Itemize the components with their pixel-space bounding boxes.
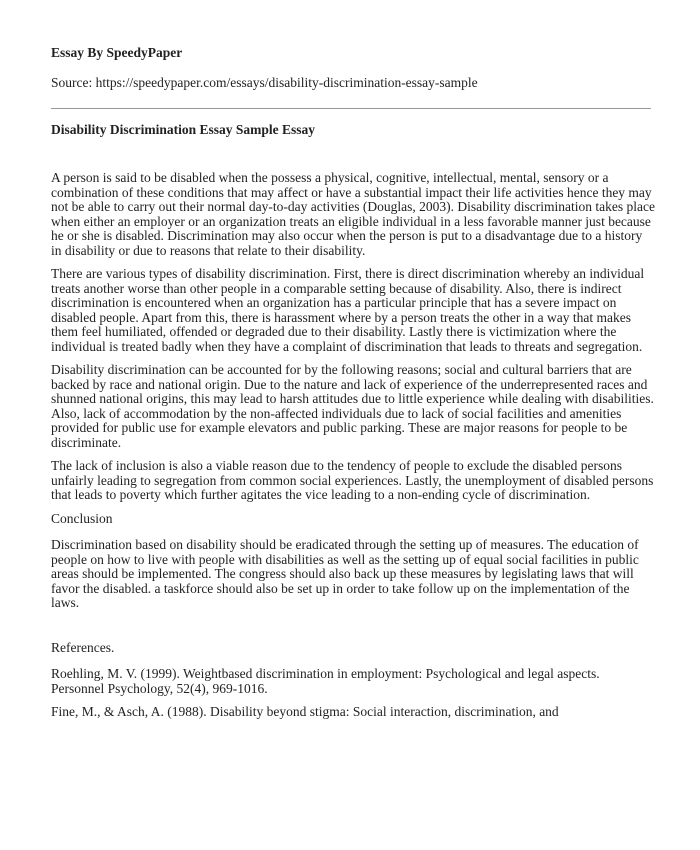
essay-paragraph-4: The lack of inclusion is also a viable reason due to the tendency of people to exclude the disabled persons unfairly leading to segregation from common social experiences. Lastly, the unemployment of disabled persons that leads to poverty which further agitates the vice leading to a non-ending cycle of discrimination. <box>51 458 654 502</box>
document-header-title: Essay By SpeedyPaper <box>51 45 183 60</box>
conclusion-heading: Conclusion <box>51 510 113 526</box>
conclusion-paragraph: Discrimination based on disability should be eradicated through the setting up of measures. The education of people on how to live with people with disabilities as well as the setting up of equal social facilities in public areas should be implemented. The congress should also back up these measures by legislating laws that will favor the disabled. a taskforce should also be set up in order to take follow up on the implementation of the laws. <box>51 537 639 610</box>
essay-paragraph-1: A person is said to be disabled when the possess a physical, cognitive, intellectual, mental, sensory or a combination of these conditions that may affect or have a substantial impact their life activities hence they may not be able to carry out their normal day-to-day activities (Douglas, 2003). Disability discrimination takes place when either an employer or an organization treats an eligible individual in a less favorable manner just because he or she is disabled. Discrimination may also occur when the person is put to a disadvantage due to a history in disability or due to reasons that relate to their disability. <box>51 170 655 258</box>
essay-body <box>51 171 655 729</box>
essay-paragraph-3: Disability discrimination can be accounted for by the following reasons; social and cultural barriers that are backed by race and national origin. Due to the nature and lack of experience of the underrepresented races and shunned national origins, this may lead to harsh attitudes due to little experience while dealing with disabilities. Also, lack of accommodation by the non-affected individuals due to lack of social facilities and amenities provided for public use for example elevators and public parking. These are major reasons for people to be discriminate. <box>51 362 654 450</box>
header-divider <box>51 108 651 109</box>
references-heading: References. <box>51 639 115 655</box>
reference-item-1: Roehling, M. V. (1999). Weightbased discrimination in employment: Psychological and legal aspects. Personnel Psychology, 52(4), 969-1016. <box>51 666 600 696</box>
source-line: Source: https://speedypaper.com/essays/disability-discrimination-essay-sample <box>51 75 478 90</box>
essay-paragraph-2: There are various types of disability discrimination. First, there is direct discrimination whereby an individual treats another worse than other people in a comparable setting because of disability. Also, there is indirect discrimination is encountered when an organization has a particular principle that has a severe impact on disabled people. Apart from this, there is harassment where by a person treats the other in a way that makes them feel humiliated, offended or degraded due to their disability. Lastly there is victimization where the individual is treated badly when they have a complaint of discrimination that leads to threats and segregation. <box>51 266 645 354</box>
essay-title: Disability Discrimination Essay Sample Essay <box>51 122 316 137</box>
reference-item-2: Fine, M., & Asch, A. (1988). Disability beyond stigma: Social interaction, discrimination, and <box>51 704 559 719</box>
